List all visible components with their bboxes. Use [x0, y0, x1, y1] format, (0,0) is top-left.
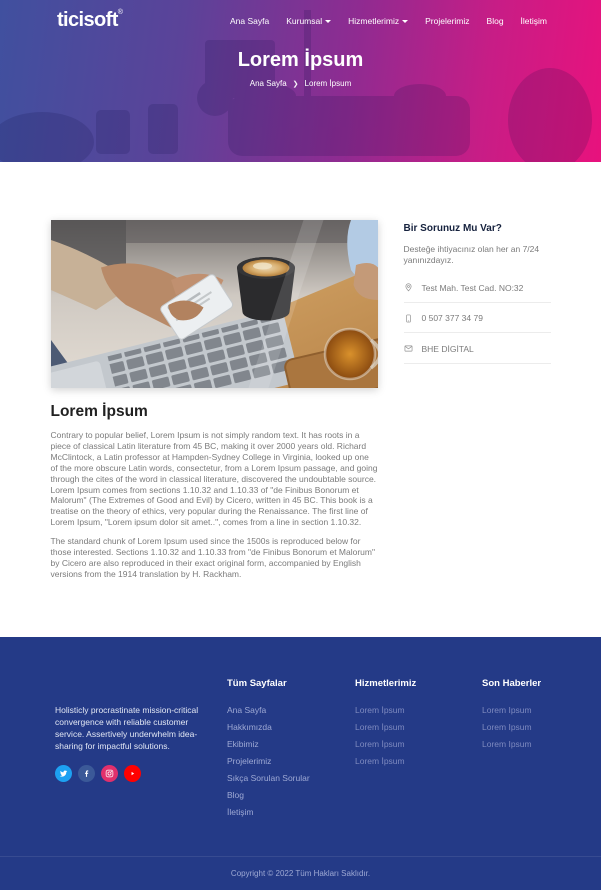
footer-column-title: Hizmetlerimiz: [355, 678, 417, 689]
copyright-text: Copyright © 2022 Tüm Hakları Saklıdır.: [230, 869, 371, 878]
brand-logo-text: ticisoft: [57, 9, 118, 31]
nav-item-i-letisim[interactable]: [521, 16, 547, 26]
nav-item-blog[interactable]: [487, 16, 504, 26]
footer-column-title: Tüm Sayfalar: [227, 678, 287, 689]
page-title: Lorem İpsum: [237, 49, 364, 71]
footer-link-projelerimiz[interactable]: Projelerimiz: [227, 756, 272, 766]
location-pin-icon: [404, 283, 413, 292]
article-paragraph: The standard chunk of Lorem Ipsum used since the 1500s is reproduced below for those interested. Sections 1.10.32 and 1.10.33 from "de Finibus Bonorum et Malorum" by Cicero are also reproduced in their exact original form, accompanied by English versions from the 1914 translation by H. Rackham.: [50, 536, 375, 579]
youtube-icon[interactable]: [124, 765, 141, 782]
contact-item-text: 0 507 377 34 79: [421, 313, 483, 323]
article: [51, 220, 378, 588]
article-paragraph: Contrary to popular belief, Lorem Ipsum is not simply random text. It has roots in a piece of classical Latin literature from 45 BC, making it over 2000 years old. Richard McClintock, a Latin professor at Hampden-Sydney College in Virginia, looked up one of the more obscure Latin words, consectetur, from a Lorem Ipsum passage, and going through the cites of the word in classical literature, discovered the undoubtable source. Lorem Ipsum comes from sections 1.10.32 and 1.10.33 of "de Finibus Bonorum et Malorum" (The Extremes of Good and Evil) by Cicero, written in 45 BC. This book is a treatise on the theory of ethics, very popular during the Renaissance. The first line of Lorem Ipsum, "Lorem ipsum dolor sit amet..", comes from a line in section 1.10.32.: [50, 430, 378, 528]
footer-column-title: Son Haberler: [482, 678, 542, 689]
footer-link-ana-sayfa[interactable]: Ana Sayfa: [227, 705, 267, 715]
laptop-coffee-photo-illustration: [51, 220, 378, 388]
nav-item-label: Projelerimiz: [425, 15, 470, 26]
nav-item-label: Ana Sayfa: [229, 15, 270, 26]
nav-item-label: Hizmetlerimiz: [348, 15, 400, 26]
contact-widget: [404, 220, 551, 588]
footer-link-blog[interactable]: Blog: [227, 790, 245, 800]
contact-item-text: BHE DİGİTAL: [421, 343, 474, 354]
footer-about-text: Holisticly procrastinate mission-critical convergence with reliable customer service. Assertively underwhelm idea-sharing for impactful solutions.: [55, 705, 199, 751]
main-content: [0, 162, 601, 637]
contact-widget-description: Desteğe ihtiyacınız olan her an 7/24 yanınızdayız.: [403, 244, 540, 265]
footer-link-lorem-i-psum[interactable]: Lorem İpsum: [355, 739, 405, 749]
nav-item-label: İletişim: [520, 15, 547, 26]
breadcrumb-home-link[interactable]: Ana Sayfa: [249, 79, 287, 88]
contact-item[interactable]: [404, 303, 551, 334]
nav-item-ana-sayfa[interactable]: [230, 16, 269, 26]
footer-column-son-haberler: [482, 678, 553, 824]
footer: [0, 637, 601, 890]
footer-grid: [0, 637, 553, 824]
nav-item-hizmetlerimiz[interactable]: [348, 16, 408, 26]
breadcrumb: [0, 79, 601, 88]
twitter-icon[interactable]: [55, 765, 72, 782]
contact-list: [404, 272, 551, 364]
brand-logo[interactable]: [57, 9, 122, 32]
nav-item-projelerimiz[interactable]: [425, 16, 469, 26]
chevron-right-icon: ❯: [292, 80, 299, 88]
hero-text-block: [0, 49, 601, 88]
footer-link-lorem-i-psum[interactable]: Lorem İpsum: [355, 705, 405, 715]
footer-link-hakkimizda[interactable]: Hakkımızda: [227, 722, 272, 732]
contact-item[interactable]: [404, 272, 551, 303]
social-links: [55, 765, 227, 782]
footer-link-lorem-ipsum[interactable]: Lorem Ipsum: [482, 739, 532, 749]
footer-link-ekibimiz[interactable]: Ekibimiz: [227, 739, 259, 749]
chevron-down-icon: [325, 20, 331, 23]
top-navigation-bar: [0, 0, 601, 32]
hero-section: [0, 0, 601, 162]
registered-mark: ®: [117, 9, 123, 16]
article-heading: Lorem İpsum: [50, 403, 148, 420]
breadcrumb-current: Lorem İpsum: [304, 79, 352, 88]
footer-column-tum-sayfalar: [227, 678, 355, 824]
article-image: [51, 220, 378, 388]
nav-item-label: Blog: [486, 15, 504, 26]
main-nav: [230, 16, 547, 26]
footer-link-lorem-i-psum[interactable]: Lorem İpsum: [355, 722, 405, 732]
footer-link-i-letisim[interactable]: İletişim: [227, 807, 254, 817]
contact-widget-heading: Bir Sorunuz Mu Var?: [403, 223, 502, 234]
footer-link-sikca-sorulan-sorular[interactable]: Sıkça Sorulan Sorular: [227, 773, 310, 783]
footer-link-lorem-i-psum[interactable]: Lorem İpsum: [355, 756, 405, 766]
facebook-icon[interactable]: [78, 765, 95, 782]
footer-link-lorem-ipsum[interactable]: Lorem Ipsum: [482, 705, 532, 715]
footer-column-hizmetlerimiz: [355, 678, 482, 824]
chevron-down-icon: [402, 20, 408, 23]
footer-about: [55, 678, 227, 824]
contact-item[interactable]: [404, 333, 551, 364]
nav-item-kurumsal[interactable]: [286, 16, 331, 26]
footer-link-lorem-ipsum[interactable]: Lorem Ipsum: [482, 722, 532, 732]
footer-bottom-bar: [0, 856, 601, 890]
contact-item-text: Test Mah. Test Cad. NO:32: [421, 282, 524, 293]
envelope-icon: [404, 344, 413, 353]
instagram-icon[interactable]: [101, 765, 118, 782]
phone-icon: [404, 314, 413, 323]
nav-item-label: Kurumsal: [286, 15, 323, 26]
